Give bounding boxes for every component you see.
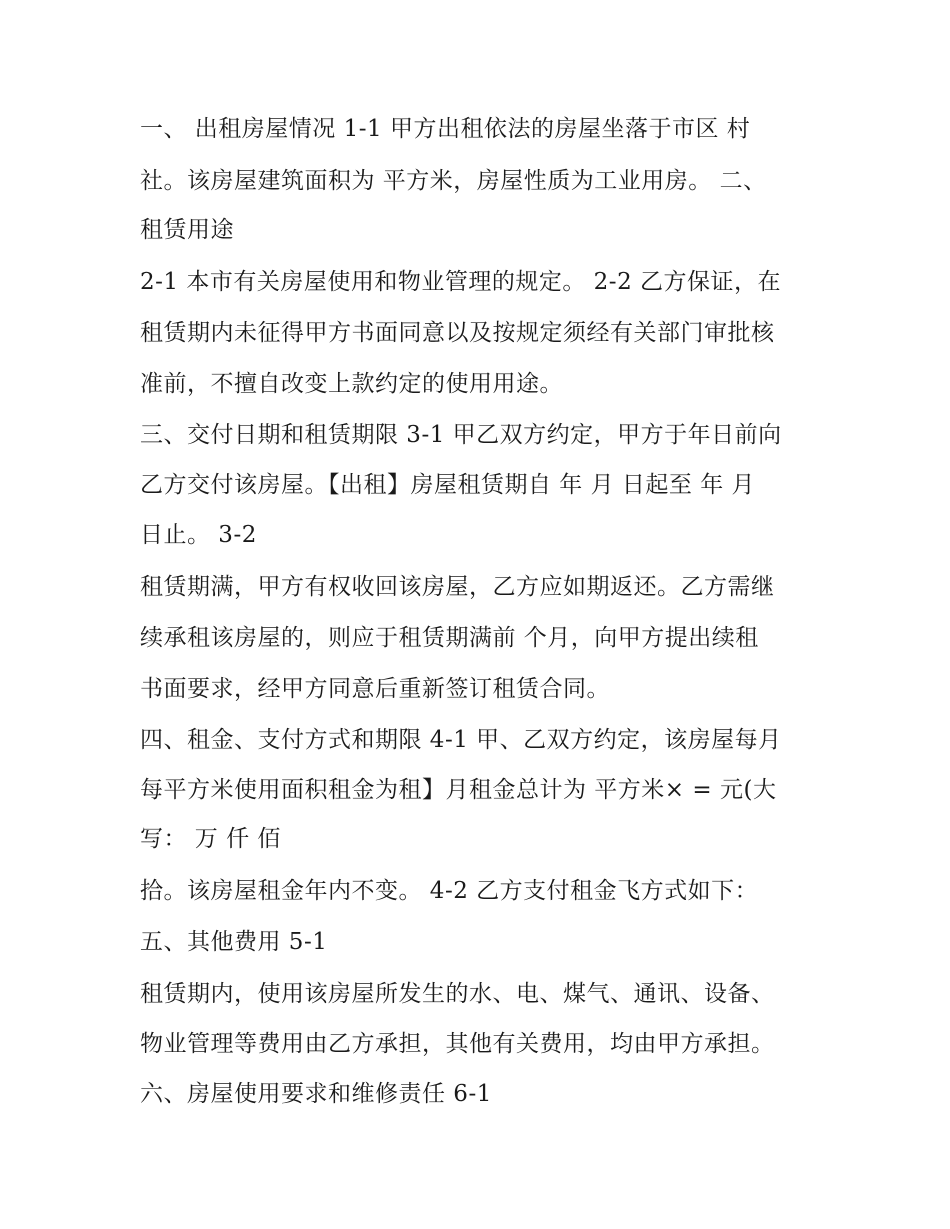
text-line: 写： 万 仟 佰 xyxy=(140,826,281,852)
text-line: 一、 出租房屋情况 1-1 甲方出租依法的房屋坐落于市区 村 xyxy=(140,116,751,142)
text-line: 租赁用途 xyxy=(140,217,234,243)
text-line: 拾。该房屋租金年内不变。 4-2 乙方支付租金飞方式如下： xyxy=(140,878,759,904)
text-line: 租赁期满，甲方有权收回该房屋，乙方应如期返还。乙方需继 xyxy=(140,574,775,600)
text-line: 每平方米使用面积租金为租】月租金总计为 平方米× = 元(大 xyxy=(140,777,777,803)
text-line: 乙方交付该房屋。【出租】房屋租赁期自 年 月 日起至 年 月 xyxy=(140,472,756,498)
text-line: 三、交付日期和租赁期限 3-1 甲乙双方约定，甲方于年日前向 xyxy=(140,422,782,448)
text-line: 租赁期内未征得甲方书面同意以及按规定须经有关部门审批核 xyxy=(140,320,775,346)
text-line: 日止。 3-2 xyxy=(140,522,257,548)
text-line: 准前，不擅自改变上款约定的使用用途。 xyxy=(140,371,563,397)
text-line: 租赁期内，使用该房屋所发生的水、电、煤气、通讯、设备、 xyxy=(140,981,775,1007)
text-line: 社。该房屋建筑面积为 平方米，房屋性质为工业用房。 二、 xyxy=(140,168,767,194)
text-line: 书面要求，经甲方同意后重新签订租赁合同。 xyxy=(140,676,610,702)
text-line: 续承租该房屋的，则应于租赁期满前 个月，向甲方提出续租 xyxy=(140,625,759,651)
text-line: 物业管理等费用由乙方承担，其他有关费用，均由甲方承担。 xyxy=(140,1031,775,1057)
text-line: 四、租金、支付方式和期限 4-1 甲、乙双方约定，该房屋每月 xyxy=(140,727,782,753)
text-line: 2-1 本市有关房屋使用和物业管理的规定。 2-2 乙方保证，在 xyxy=(140,269,782,295)
text-line: 五、其他费用 5-1 xyxy=(140,929,328,955)
text-line: 六、房屋使用要求和维修责任 6-1 xyxy=(140,1081,492,1107)
